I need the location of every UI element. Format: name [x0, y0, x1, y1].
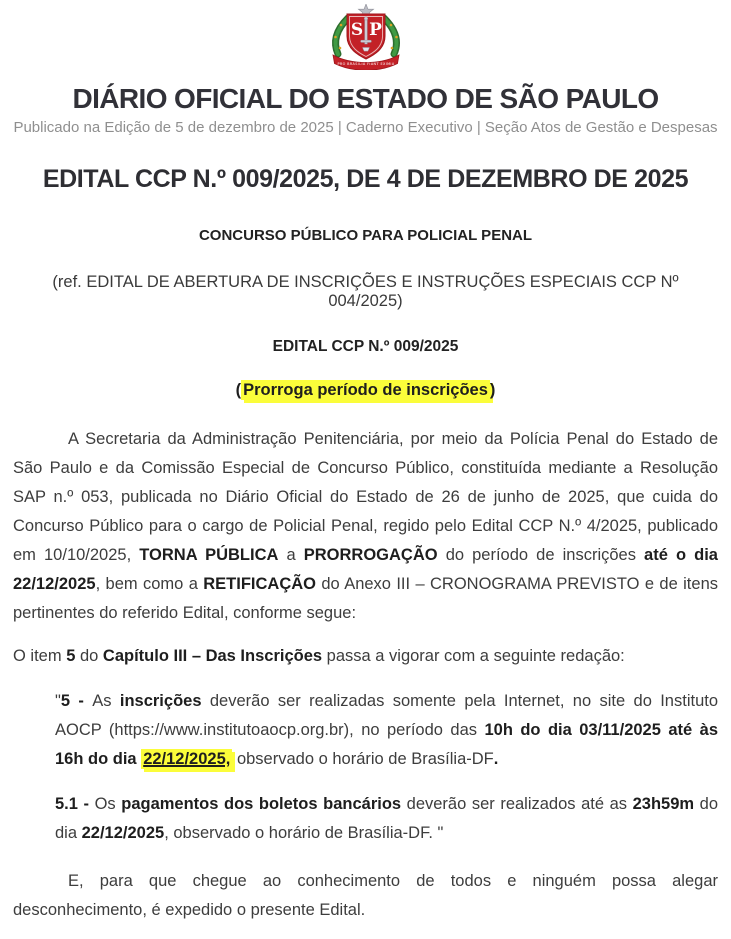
edital-number: EDITAL CCP N.º 009/2025: [272, 338, 459, 355]
text-segment: do dia: [55, 795, 718, 842]
text-segment: deverão ser realizadas somente pela Internet, no site do Instituto AOCP (https://www.institutoaocp.org.br), no período das: [55, 692, 719, 739]
text-segment: , bem como a: [95, 575, 204, 593]
text-segment: .: [493, 750, 499, 768]
edital-heading: EDITAL CCP N.º 009/2025, DE 4 DE DEZEMBRO DE 2025: [42, 165, 689, 193]
text-segment: Os: [94, 795, 122, 813]
text-segment: 22/12/2025,: [143, 750, 231, 768]
edital-subject: CONCURSO PÚBLICO PARA POLICIAL PENAL: [198, 227, 533, 244]
text-segment: 22/12/2025: [81, 824, 165, 842]
text-segment: 5.1 -: [55, 795, 95, 813]
text-segment: do: [75, 647, 103, 665]
svg-text:S: S: [350, 20, 363, 40]
text-segment: a: [278, 546, 304, 564]
text-segment: TORNA PÚBLICA: [139, 546, 279, 564]
text-segment: As: [92, 692, 120, 710]
quote-item-5-1: [55, 790, 718, 848]
text-segment: , observado o horário de Brasília-DF. ": [164, 824, 444, 842]
text-segment: observado o horário de Brasília-DF: [232, 750, 494, 768]
text-segment: Prorroga período de inscrições: [243, 381, 488, 399]
sp-coat-of-arms-icon: [318, 4, 414, 75]
text-segment: O item: [13, 647, 67, 665]
paragraph-closing: [13, 867, 718, 925]
text-segment: RETIFICAÇÃO: [203, 575, 317, 593]
page-subtitle: Publicado na Edição de 5 de dezembro de 2025 | Caderno Executivo | Seção Atos de Gestão e Despesas: [13, 119, 718, 136]
quote-item-5: [55, 687, 718, 774]
prorroga-note: [13, 381, 718, 400]
text-segment: E, para que chegue ao conhecimento de todos e ninguém possa alegar desconhecimento, é expedido o presente Edital.: [13, 872, 718, 919]
text-segment: do Anexo III – CRONOGRAMA PREVISTO e de itens pertinentes do referido Edital, conforme segue:: [13, 575, 718, 622]
page-title: DIÁRIO OFICIAL DO ESTADO DE SÃO PAULO: [72, 83, 659, 114]
text-segment: deverão ser realizados até as: [401, 795, 633, 813]
svg-text:P: P: [368, 20, 382, 40]
text-segment: ": [55, 692, 61, 710]
text-segment: passa a vigorar com a seguinte redação:: [322, 647, 625, 665]
text-segment: inscrições: [119, 692, 202, 710]
crest-motto: PRO BRASILIA FIANT EXIMIA: [336, 61, 395, 66]
text-segment: 10h do dia 03/11/2025 até às 16h do dia: [55, 721, 718, 768]
text-segment: até o dia 22/12/2025: [13, 546, 718, 593]
text-segment: ): [489, 381, 496, 399]
paragraph-item5-intro: [13, 642, 718, 671]
text-segment: do período de inscrições: [437, 546, 645, 564]
text-segment: 5: [66, 647, 76, 665]
text-segment: A Secretaria da Administração Penitenciária, por meio da Polícia Penal do Estado de São Paulo e da Comissão Especial de Concurso Público, constituída mediante a Resolução SAP n.º 053, publicada no Diário Oficial do Estado de 26 de junho de 2025, que cuida do Concurso Público para o cargo de Policial Penal, regido pelo Edital CCP N.º 4/2025, publicado em 10/10/2025,: [13, 430, 718, 564]
text-segment: Capítulo III – Das Inscrições: [102, 647, 323, 665]
paragraph-intro: [13, 425, 718, 628]
text-segment: 5 -: [60, 692, 93, 710]
text-segment: 23h59m: [632, 795, 695, 813]
edital-reference: (ref. EDITAL DE ABERTURA DE INSCRIÇÕES E INSTRUÇÕES ESPECIAIS CCP Nº 004/2025): [52, 273, 679, 310]
text-segment: (: [235, 381, 242, 399]
text-segment: PRORROGAÇÃO: [303, 546, 438, 564]
text-segment: pagamentos dos boletos bancários: [121, 795, 402, 813]
